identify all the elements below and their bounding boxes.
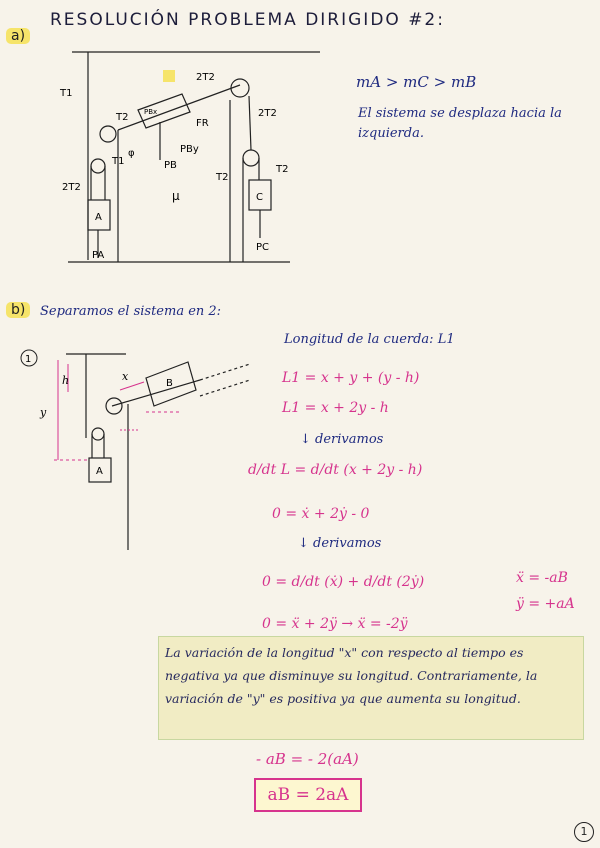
mass-relation: mA > mC > mB <box>356 73 477 91</box>
label-phi: φ <box>128 148 135 159</box>
label-2t2-left: 2T2 <box>62 182 81 193</box>
part-b-label: b) <box>6 302 30 318</box>
label-fr: FR <box>196 118 209 129</box>
block-a-label: A <box>95 212 102 223</box>
dim-y: y <box>40 406 47 419</box>
block-a-label-b: A <box>96 466 103 477</box>
label-pbx: PBx <box>144 108 158 116</box>
label-pb: PB <box>164 160 177 171</box>
dim-h: h <box>62 374 70 387</box>
label-t2-right: T2 <box>276 164 289 175</box>
explanation-note: La variación de la longitud "x" con respecto al tiempo es negativa ya que disminuye su longitud. Contrariamente, la variación de "y" es positiva ya que aumenta su longitud. <box>158 636 584 740</box>
equation-5: 0 = d/dt (ẋ) + d/dt (2ẏ) <box>262 574 425 590</box>
part-b-intro: Separamos el sistema en 2: <box>40 304 222 319</box>
label-t1-right: T1 <box>112 156 125 167</box>
block-b-label: B <box>166 378 173 389</box>
subsystem-number: 1 <box>25 354 32 365</box>
equation-2: L1 = x + 2y - h <box>282 400 389 416</box>
system-eq-2: ÿ = +aA <box>516 596 575 612</box>
derive-step-2: ↓ derivamos <box>298 536 382 551</box>
label-2t2-side: 2T2 <box>258 108 277 119</box>
system-eq-1: ẍ = -aB <box>516 570 568 586</box>
label-t1-left: T1 <box>60 88 73 99</box>
final-result: aB = 2aA <box>254 778 362 812</box>
movement-note: El sistema se desplaza hacia la izquierda. <box>358 106 562 141</box>
equation-1: L1 = x + y + (y - h) <box>282 370 420 386</box>
label-mu: μ <box>172 189 180 203</box>
note-icon <box>163 70 175 82</box>
label-t2-block: T2 <box>116 112 129 123</box>
label-pa: PA <box>92 250 105 261</box>
equation-4: 0 = ẋ + 2ẏ - 0 <box>272 506 370 522</box>
label-t2-left: T2 <box>216 172 229 183</box>
dim-x: x <box>122 370 129 383</box>
block-c-label: C <box>256 192 263 203</box>
page-number: 1 <box>574 822 594 842</box>
pulley-system-diagram <box>0 40 340 270</box>
rope-length-label: Longitud de la cuerda: L1 <box>284 332 455 347</box>
label-2t2-top: 2T2 <box>196 72 215 83</box>
subsystem-diagram <box>0 340 270 550</box>
equation-7: - aB = - 2(aA) <box>256 750 359 768</box>
equation-6: 0 = ẍ + 2ÿ → ẍ = -2ÿ <box>262 616 408 632</box>
equation-3: d/dt L = d/dt (x + 2y - h) <box>248 462 423 478</box>
derive-step-1: ↓ derivamos <box>300 432 384 447</box>
label-pc: PC <box>256 242 270 253</box>
part-a-label: a) <box>6 28 30 44</box>
label-pby: PBy <box>180 144 199 155</box>
page-title: RESOLUCIÓN PROBLEMA DIRIGIDO #2: <box>50 10 445 30</box>
